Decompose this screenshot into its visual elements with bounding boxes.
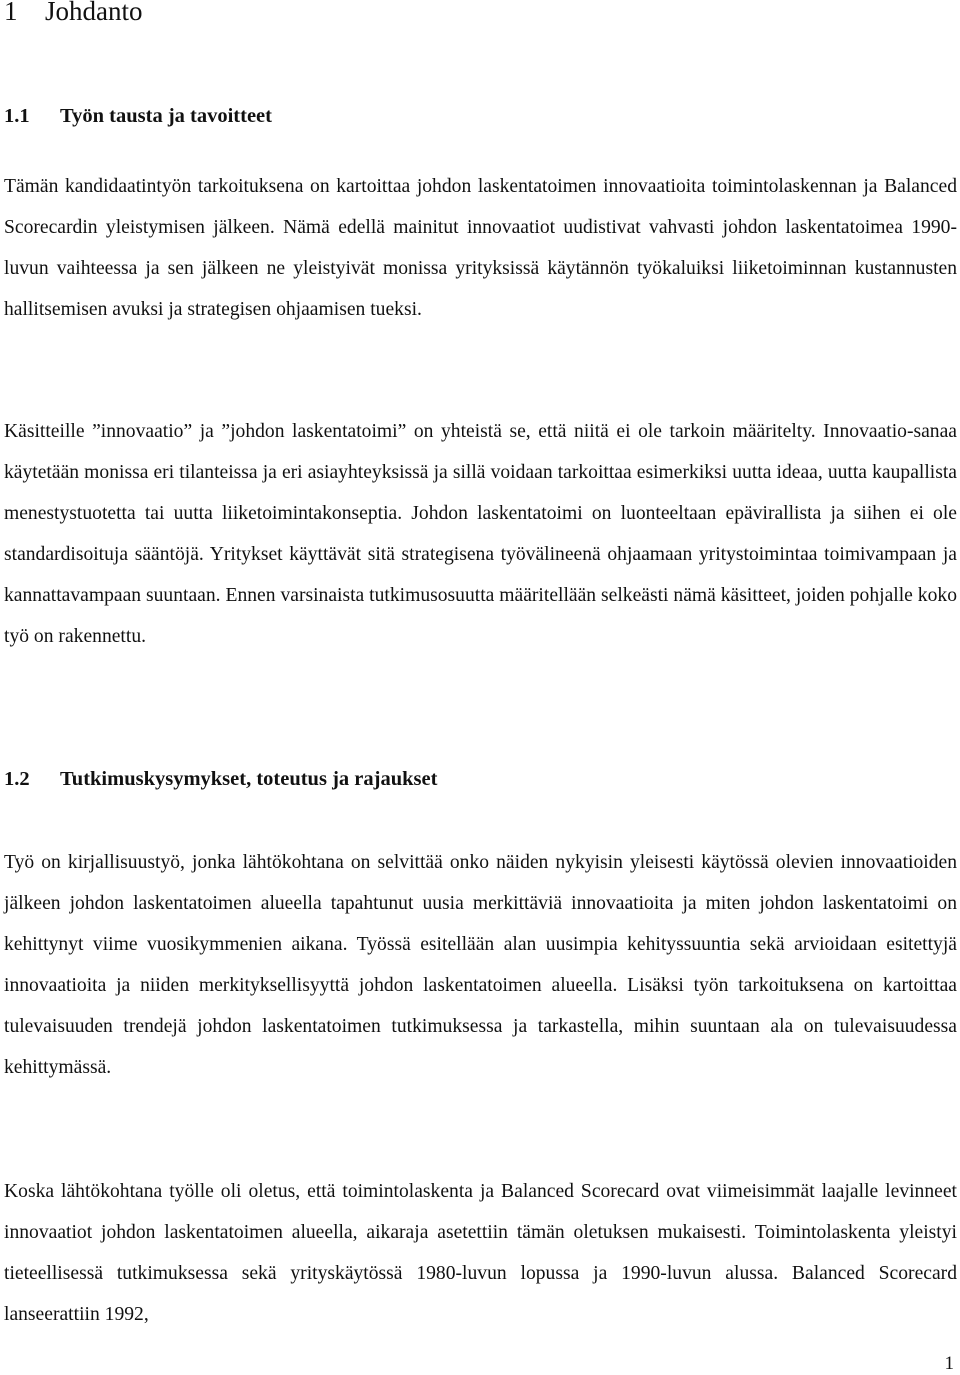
- section-title: Työn tausta ja tavoitteet: [60, 105, 272, 127]
- section-number: 1.2: [4, 768, 30, 790]
- section-title: Tutkimuskysymykset, toteutus ja rajaukset: [60, 768, 438, 790]
- chapter-number: 1: [4, 0, 18, 26]
- paragraph-research-questions: Työ on kirjallisuustyö, jonka lähtökohtana on selvittää onko näiden nykyisin yleisesti käytössä olevien innovaatioiden jälkeen johdon laskentatoimen alueella tapahtunut uusia merkittäviä innovaatioita ja miten johdon laskentatoimi on kehittynyt viime vuosikymmenien aikana. Työssä esitellään alan uusimpia kehityssuuntia sekä arvioidaan esitettyjä innovaatioita ja niiden merkityksellisyyttä johdon laskentatoimen alueella. Lisäksi työn tarkoituksena on kartoittaa tulevaisuuden trendejä johdon laskentatoimen tutkimuksessa ja tarkastella, mihin suuntaan ala on tulevaisuudessa kehittymässä.: [4, 852, 957, 1079]
- section-number: 1.1: [4, 105, 30, 127]
- section-heading-1-1: [4, 105, 272, 128]
- paragraph-scope: Koska lähtökohtana työlle oli oletus, että toimintolaskenta ja Balanced Scorecard ovat viimeisimmät laajalle levinneet innovaatiot johdon laskentatoimen alueella, aikaraja asetettiin tämän oletuksen mukaisesti. Toimintolaskenta yleistyi tieteellisessä tutkimuksessa sekä yrityskäytössä 1980-luvun lopussa ja 1990-luvun alussa. Balanced Scorecard lanseerattiin 1992,: [4, 1181, 957, 1326]
- chapter-title: Johdanto: [45, 0, 143, 26]
- chapter-heading: [4, 0, 143, 27]
- paragraph-definitions: Käsitteille ”innovaatio” ja ”johdon laskentatoimi” on yhteistä se, että niitä ei ole tarkoin määritelty. Innovaatio-sanaa käytetään monissa eri tilanteissa ja eri asiayhteyksissä ja sillä voidaan tarkoittaa esimerkiksi uutta ideaa, uutta kaupallista menestystuotetta tai uutta liiketoimintakonseptia. Johdon laskentatoimi on luonteeltaan epävirallista ja siihen ei ole standardisoituja sääntöjä. Yritykset käyttävät sitä strategisena työvälineenä ohjaamaan yritystoimintaa toimivampaan ja kannattavampaan suuntaan. Ennen varsinaista tutkimusosuutta määritellään selkeästi nämä käsitteet, joiden pohjalle koko työ on rakennettu.: [4, 421, 957, 648]
- paragraph-background: Tämän kandidaatintyön tarkoituksena on kartoittaa johdon laskentatoimen innovaatioita toimintolaskennan ja Balanced Scorecardin yleistymisen jälkeen. Nämä edellä mainitut innovaatiot uudistivat vahvasti johdon laskentatoimea 1990-luvun vaihteessa ja sen jälkeen ne yleistyivät monissa yrityksissä käytännön työkaluiksi liiketoiminnan kustannusten hallitsemisen avuksi ja strategisen ohjaamisen tueksi.: [4, 176, 957, 321]
- page-number: 1: [944, 1353, 954, 1374]
- section-heading-1-2: [4, 768, 437, 791]
